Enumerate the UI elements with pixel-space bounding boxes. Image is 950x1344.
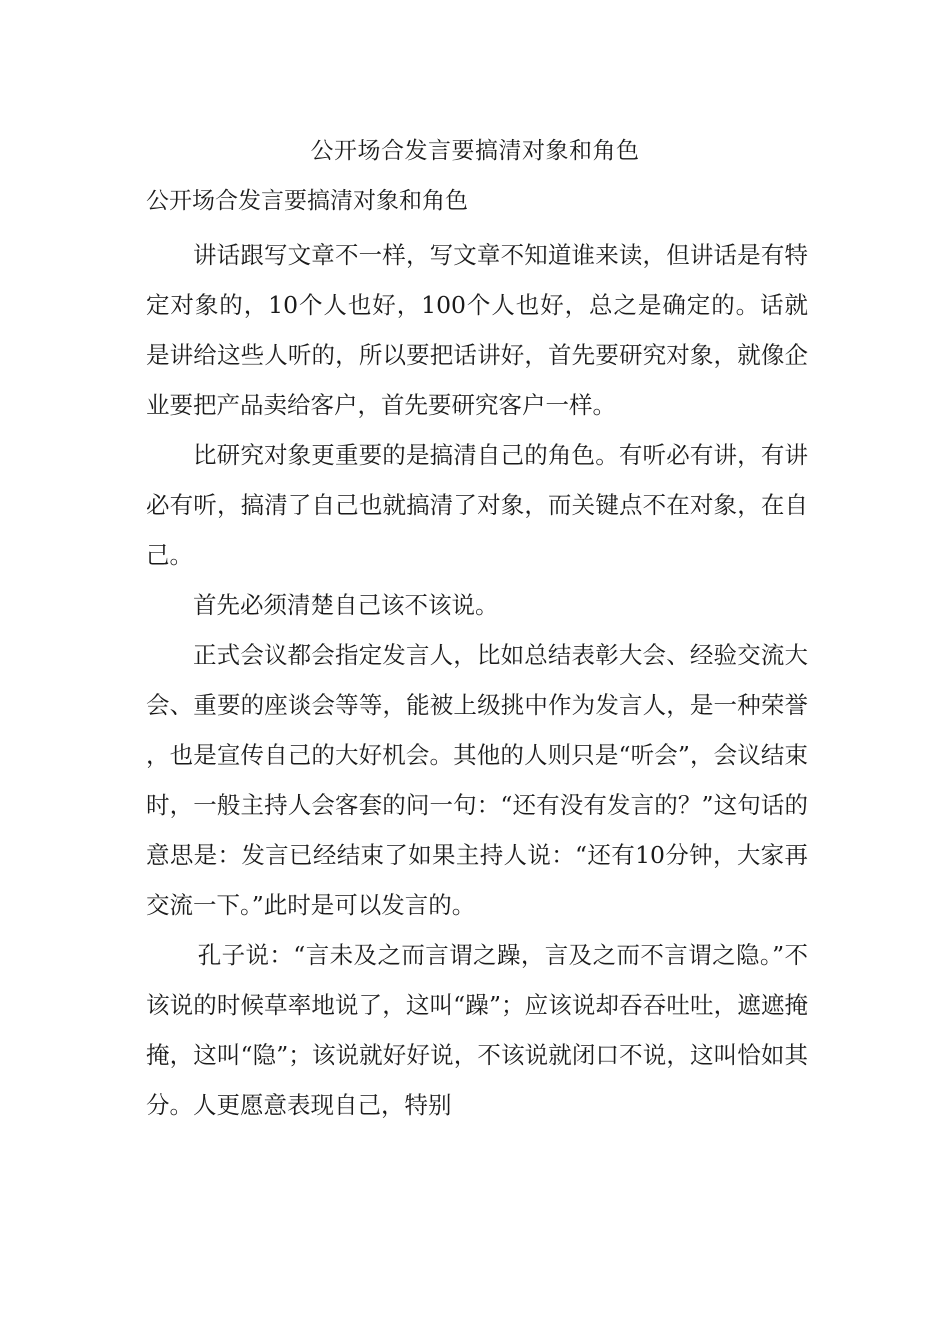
paragraph-confucius: 孔子说：“言未及之而言谓之躁，言及之而不言谓之隐。”不该说的时候草率地说了，这叫“躁”；应该说却吞吞吐吐，遮遮掩掩，这叫“隐”；该说就好好说，不该说就闭口不说，这叫恰如其分。人更愿意表现自己，特别 [146,941,808,1119]
paragraph-intro: 讲话跟写文章不一样，写文章不知道谁来读，但讲话是有特定对象的，10个人也好，100个人也好，总之是确定的。话就是讲给这些人听的，所以要把话讲好，首先要研究对象，就像企业要把产品卖给客户，首先要研究客户一样。 [146,241,808,419]
document-title: 公开场合发言要搞清对象和角色 [310,138,640,164]
paragraph-role: 比研究对象更重要的是搞清自己的角色。有听必有讲，有讲必有听，搞清了自己也就搞清了对象，而关键点不在对象，在自己。 [146,441,808,569]
paragraph-formal-meeting: 正式会议都会指定发言人，比如总结表彰大会、经验交流大会、重要的座谈会等等，能被上级挑中作为发言人，是一种荣誉，也是宣传自己的大好机会。其他的人则只是“听会”，会议结束时，一般主持人会客套的问一句：“还有没有发言的？”这句话的意思是：发言已经结束了如果主持人说：“还有10分钟，大家再交流一下。”此时是可以发言的。 [146,641,808,919]
paragraph-should-speak: 首先必须清楚自己该不该说。 [193,591,499,619]
document-body [146,230,808,1130]
document-subtitle: 公开场合发言要搞清对象和角色 [146,188,468,214]
